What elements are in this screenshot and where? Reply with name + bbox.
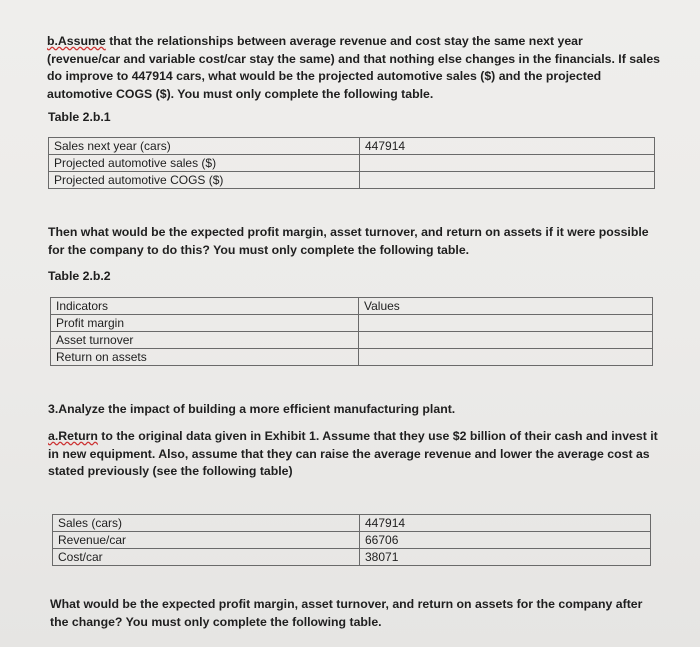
table-cell-label: Projected automotive sales ($) <box>49 155 360 172</box>
table-row <box>49 172 655 189</box>
table-cell-label: Cost/car <box>53 549 360 566</box>
table-3 <box>52 514 651 566</box>
table-cell-value[interactable]: 447914 <box>360 138 655 155</box>
section-b-line2: (revenue/car and variable cost/car stay the same) and that nothing else changes in the financials. If sales <box>47 51 661 66</box>
section-3-heading: 3.Analyze the impact of building a more efficient manufacturing plant. <box>48 402 456 416</box>
table-cell-label: Sales next year (cars) <box>49 138 360 155</box>
section-3-paragraph <box>48 428 688 481</box>
section-b-line3: do improve to 447914 cars, what would be the projected automotive sales ($) and the projected <box>47 69 602 83</box>
table-cell-value[interactable] <box>359 332 653 349</box>
table-cell-label: Asset turnover <box>51 332 359 349</box>
table-row <box>53 515 651 532</box>
final-line2: the change? You must only complete the following table. <box>50 614 382 629</box>
table-row <box>51 332 653 349</box>
table-cell-value: 38071 <box>360 549 651 566</box>
table-row <box>49 155 655 172</box>
section-3-line3: stated previously (see the following table) <box>48 464 293 478</box>
table-2b2-title: Table 2.b.2 <box>48 269 111 283</box>
table-2b1-title: Table 2.b.1 <box>48 110 111 124</box>
table-header-indicators: Indicators <box>51 298 359 315</box>
section-3-line2: in new equipment. Also, assume that they can raise the average revenue and lower the average cost as <box>48 446 650 461</box>
table-row <box>51 315 653 332</box>
final-line1: What would be the expected profit margin, asset turnover, and return on assets for the company after <box>50 597 643 611</box>
table-2b2 <box>50 297 653 366</box>
table-cell-label: Sales (cars) <box>53 515 360 532</box>
table-cell-value[interactable] <box>360 172 655 189</box>
section-3-line1: to the original data given in Exhibit 1. Assume that they use $2 billion of their cash and invest it <box>97 429 658 443</box>
table-row <box>51 349 653 366</box>
table-cell-label: Return on assets <box>51 349 359 366</box>
table-row <box>51 298 653 315</box>
table-cell-value[interactable] <box>360 155 655 172</box>
table-cell-label: Profit margin <box>51 315 359 332</box>
table-cell-value[interactable] <box>359 315 653 332</box>
table-cell-label: Revenue/car <box>53 532 360 549</box>
table-cell-value: 447914 <box>360 515 651 532</box>
section-3-label: a.Return <box>48 429 98 443</box>
table-row <box>53 549 651 566</box>
then-line2: for the company to do this? You must only complete the following table. <box>48 242 470 257</box>
section-b-line1: that the relationships between average revenue and cost stay the same next year <box>105 34 583 48</box>
table-cell-value[interactable] <box>359 349 653 366</box>
table-2b1 <box>48 137 655 189</box>
table-row <box>49 138 655 155</box>
then-line1: Then what would be the expected profit margin, asset turnover, and return on assets if it were possible <box>48 225 649 239</box>
section-b-label: b.Assume <box>47 34 106 48</box>
then-paragraph <box>48 224 688 259</box>
final-paragraph <box>50 596 690 631</box>
table-row <box>53 532 651 549</box>
table-header-values: Values <box>359 298 653 315</box>
table-cell-value: 66706 <box>360 532 651 549</box>
table-cell-label: Projected automotive COGS ($) <box>49 172 360 189</box>
section-b-paragraph <box>47 33 687 103</box>
section-b-line4: automotive COGS ($). You must only complete the following table. <box>47 86 434 101</box>
